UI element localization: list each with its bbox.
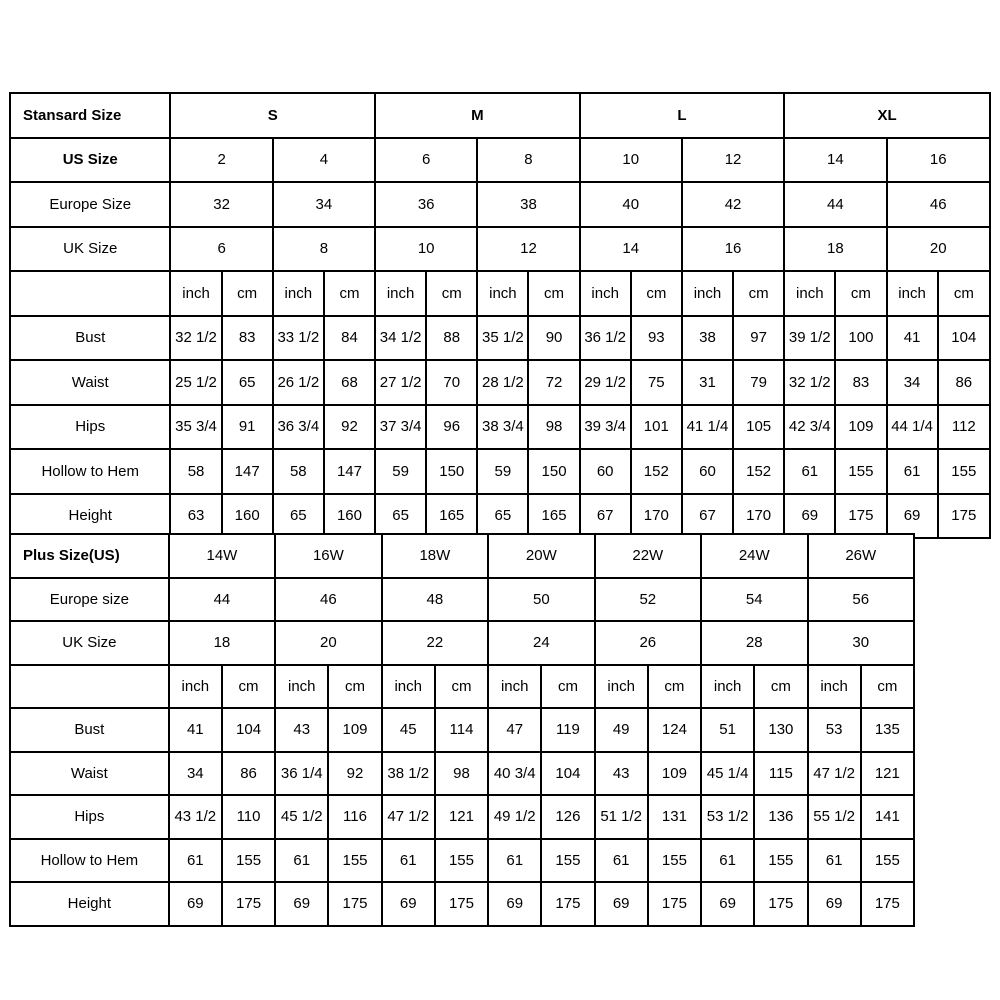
hips-value: 35 3/4 xyxy=(170,405,221,450)
group-header-s: S xyxy=(170,93,375,138)
height-value: 69 xyxy=(701,882,754,926)
waist-value: 86 xyxy=(938,360,990,405)
waist-value: 34 xyxy=(887,360,938,405)
hips-value: 51 1/2 xyxy=(595,795,648,839)
uk-size-value: 18 xyxy=(169,621,275,665)
hips-value: 141 xyxy=(861,795,914,839)
hips-value: 109 xyxy=(835,405,886,450)
unit-cell: inch xyxy=(887,271,938,316)
uk-size-value: 20 xyxy=(887,227,991,272)
height-value: 69 xyxy=(382,882,435,926)
unit-cell: inch xyxy=(580,271,631,316)
table-row-hollow-to-hem xyxy=(10,839,914,883)
bust-value: 49 xyxy=(595,708,648,752)
height-value: 175 xyxy=(222,882,275,926)
height-value: 175 xyxy=(938,494,990,539)
hollow-to-hem-value: 58 xyxy=(170,449,221,494)
uk-size-value: 12 xyxy=(477,227,579,272)
waist-value: 31 xyxy=(682,360,733,405)
unit-cell: cm xyxy=(733,271,784,316)
bust-value: 53 xyxy=(808,708,861,752)
unit-cell: cm xyxy=(541,665,594,709)
hollow-to-hem-value: 155 xyxy=(938,449,990,494)
unit-cell: cm xyxy=(754,665,807,709)
height-value: 63 xyxy=(170,494,221,539)
europe-size-value: 50 xyxy=(488,578,594,622)
bust-value: 135 xyxy=(861,708,914,752)
us-size-value: 8 xyxy=(477,138,579,183)
height-value: 170 xyxy=(631,494,682,539)
uk-size-value: 6 xyxy=(170,227,272,272)
height-value: 69 xyxy=(808,882,861,926)
hollow-to-hem-value: 59 xyxy=(477,449,528,494)
table-row-uk-size xyxy=(10,227,990,272)
hollow-to-hem-value: 61 xyxy=(701,839,754,883)
us-size-value: 2 xyxy=(170,138,272,183)
waist-value: 109 xyxy=(648,752,701,796)
waist-value: 104 xyxy=(541,752,594,796)
height-value: 175 xyxy=(754,882,807,926)
bust-value: 90 xyxy=(528,316,579,361)
waist-value: 29 1/2 xyxy=(580,360,631,405)
hollow-to-hem-value: 61 xyxy=(275,839,328,883)
hips-value: 53 1/2 xyxy=(701,795,754,839)
unit-cell: cm xyxy=(938,271,990,316)
hips-value: 126 xyxy=(541,795,594,839)
hips-value: 55 1/2 xyxy=(808,795,861,839)
waist-value: 40 3/4 xyxy=(488,752,541,796)
europe-size-value: 40 xyxy=(580,182,682,227)
table-row-europe-size xyxy=(10,182,990,227)
waist-value: 43 xyxy=(595,752,648,796)
uk-size-value: 18 xyxy=(784,227,886,272)
row-label-europe-size: Europe Size xyxy=(10,182,170,227)
hollow-to-hem-value: 150 xyxy=(426,449,477,494)
unit-cell: cm xyxy=(528,271,579,316)
unit-cell: inch xyxy=(477,271,528,316)
hips-value: 44 1/4 xyxy=(887,405,938,450)
unit-cell: inch xyxy=(808,665,861,709)
plus-size-header: 22W xyxy=(595,534,701,578)
uk-size-value: 14 xyxy=(580,227,682,272)
us-size-value: 14 xyxy=(784,138,886,183)
height-value: 175 xyxy=(328,882,381,926)
hollow-to-hem-value: 60 xyxy=(580,449,631,494)
hollow-to-hem-value: 155 xyxy=(648,839,701,883)
bust-value: 41 xyxy=(169,708,222,752)
table-row-us-size xyxy=(10,138,990,183)
hollow-to-hem-value: 155 xyxy=(835,449,886,494)
hips-value: 92 xyxy=(324,405,375,450)
row-label-uk-size: UK Size xyxy=(10,227,170,272)
bust-value: 84 xyxy=(324,316,375,361)
bust-value: 35 1/2 xyxy=(477,316,528,361)
hips-value: 42 3/4 xyxy=(784,405,835,450)
height-value: 65 xyxy=(273,494,324,539)
hollow-to-hem-value: 147 xyxy=(324,449,375,494)
table-row-waist xyxy=(10,752,914,796)
waist-value: 27 1/2 xyxy=(375,360,426,405)
plus-size-title: Plus Size(US) xyxy=(10,534,169,578)
uk-size-value: 30 xyxy=(808,621,915,665)
table-row-uk-size xyxy=(10,621,914,665)
hollow-to-hem-value: 155 xyxy=(435,839,488,883)
bust-value: 36 1/2 xyxy=(580,316,631,361)
hollow-to-hem-value: 147 xyxy=(222,449,273,494)
waist-value: 26 1/2 xyxy=(273,360,324,405)
units-row-label-blank xyxy=(10,271,170,316)
row-label-uk-size: UK Size xyxy=(10,621,169,665)
uk-size-value: 16 xyxy=(682,227,784,272)
europe-size-value: 54 xyxy=(701,578,807,622)
hips-value: 43 1/2 xyxy=(169,795,222,839)
hollow-to-hem-value: 155 xyxy=(328,839,381,883)
hips-value: 110 xyxy=(222,795,275,839)
height-value: 65 xyxy=(375,494,426,539)
hips-value: 105 xyxy=(733,405,784,450)
row-label-hips: Hips xyxy=(10,405,170,450)
table-row-hips xyxy=(10,405,990,450)
row-label-hips: Hips xyxy=(10,795,169,839)
unit-cell: inch xyxy=(595,665,648,709)
hollow-to-hem-value: 155 xyxy=(541,839,594,883)
row-label-waist: Waist xyxy=(10,360,170,405)
bust-value: 47 xyxy=(488,708,541,752)
hips-value: 41 1/4 xyxy=(682,405,733,450)
standard-size-table xyxy=(9,92,991,539)
waist-value: 92 xyxy=(328,752,381,796)
bust-value: 100 xyxy=(835,316,886,361)
table-row-bust xyxy=(10,316,990,361)
bust-value: 130 xyxy=(754,708,807,752)
unit-cell: inch xyxy=(170,271,221,316)
hollow-to-hem-value: 61 xyxy=(887,449,938,494)
plus-size-header: 16W xyxy=(275,534,381,578)
us-size-value: 12 xyxy=(682,138,784,183)
plus-size-header: 26W xyxy=(808,534,915,578)
unit-cell: cm xyxy=(222,271,273,316)
europe-size-value: 34 xyxy=(273,182,375,227)
uk-size-value: 28 xyxy=(701,621,807,665)
us-size-value: 16 xyxy=(887,138,991,183)
waist-value: 121 xyxy=(861,752,914,796)
bust-value: 104 xyxy=(938,316,990,361)
standard-size-title: Stansard Size xyxy=(10,93,170,138)
table-row-hips xyxy=(10,795,914,839)
unit-cell: cm xyxy=(426,271,477,316)
height-value: 69 xyxy=(275,882,328,926)
hollow-to-hem-value: 61 xyxy=(784,449,835,494)
plus-size-header: 14W xyxy=(169,534,275,578)
waist-value: 68 xyxy=(324,360,375,405)
uk-size-value: 20 xyxy=(275,621,381,665)
europe-size-value: 48 xyxy=(382,578,488,622)
plus-size-table xyxy=(9,533,915,927)
bust-value: 39 1/2 xyxy=(784,316,835,361)
table-row-header xyxy=(10,93,990,138)
height-value: 67 xyxy=(580,494,631,539)
bust-value: 33 1/2 xyxy=(273,316,324,361)
bust-value: 45 xyxy=(382,708,435,752)
unit-cell: inch xyxy=(382,665,435,709)
bust-value: 32 1/2 xyxy=(170,316,221,361)
europe-size-value: 44 xyxy=(784,182,886,227)
height-value: 160 xyxy=(324,494,375,539)
waist-value: 32 1/2 xyxy=(784,360,835,405)
table-row-hollow-to-hem xyxy=(10,449,990,494)
table-row-units xyxy=(10,665,914,709)
row-label-europe-size: Europe size xyxy=(10,578,169,622)
unit-cell: cm xyxy=(328,665,381,709)
waist-value: 98 xyxy=(435,752,488,796)
bust-value: 93 xyxy=(631,316,682,361)
plus-size-header: 24W xyxy=(701,534,807,578)
hollow-to-hem-value: 155 xyxy=(754,839,807,883)
row-label-hollow-to-hem: Hollow to Hem xyxy=(10,839,169,883)
europe-size-value: 42 xyxy=(682,182,784,227)
unit-cell: inch xyxy=(784,271,835,316)
unit-cell: cm xyxy=(324,271,375,316)
uk-size-value: 8 xyxy=(273,227,375,272)
bust-value: 38 xyxy=(682,316,733,361)
unit-cell: inch xyxy=(273,271,324,316)
uk-size-value: 22 xyxy=(382,621,488,665)
table-row-waist xyxy=(10,360,990,405)
waist-value: 70 xyxy=(426,360,477,405)
hips-value: 131 xyxy=(648,795,701,839)
hollow-to-hem-value: 155 xyxy=(861,839,914,883)
height-value: 69 xyxy=(488,882,541,926)
hips-value: 91 xyxy=(222,405,273,450)
hollow-to-hem-value: 61 xyxy=(382,839,435,883)
unit-cell: inch xyxy=(275,665,328,709)
hips-value: 36 3/4 xyxy=(273,405,324,450)
us-size-value: 10 xyxy=(580,138,682,183)
table-row-height xyxy=(10,494,990,539)
hips-value: 112 xyxy=(938,405,990,450)
height-value: 69 xyxy=(169,882,222,926)
waist-value: 47 1/2 xyxy=(808,752,861,796)
group-header-m: M xyxy=(375,93,580,138)
height-value: 175 xyxy=(861,882,914,926)
waist-value: 75 xyxy=(631,360,682,405)
height-value: 170 xyxy=(733,494,784,539)
row-label-bust: Bust xyxy=(10,316,170,361)
unit-cell: inch xyxy=(701,665,754,709)
unit-cell: inch xyxy=(682,271,733,316)
hips-value: 37 3/4 xyxy=(375,405,426,450)
bust-value: 104 xyxy=(222,708,275,752)
waist-value: 65 xyxy=(222,360,273,405)
group-header-xl: XL xyxy=(784,93,990,138)
europe-size-value: 46 xyxy=(887,182,991,227)
unit-cell: inch xyxy=(488,665,541,709)
height-value: 65 xyxy=(477,494,528,539)
bust-value: 83 xyxy=(222,316,273,361)
waist-value: 45 1/4 xyxy=(701,752,754,796)
bust-value: 124 xyxy=(648,708,701,752)
waist-value: 25 1/2 xyxy=(170,360,221,405)
uk-size-value: 24 xyxy=(488,621,594,665)
height-value: 175 xyxy=(541,882,594,926)
waist-value: 72 xyxy=(528,360,579,405)
table-row-header xyxy=(10,534,914,578)
plus-size-header: 18W xyxy=(382,534,488,578)
height-value: 175 xyxy=(435,882,488,926)
europe-size-value: 52 xyxy=(595,578,701,622)
unit-cell: cm xyxy=(222,665,275,709)
hollow-to-hem-value: 61 xyxy=(808,839,861,883)
waist-value: 86 xyxy=(222,752,275,796)
europe-size-value: 32 xyxy=(170,182,272,227)
table-row-units xyxy=(10,271,990,316)
europe-size-value: 56 xyxy=(808,578,915,622)
row-label-waist: Waist xyxy=(10,752,169,796)
bust-value: 114 xyxy=(435,708,488,752)
europe-size-value: 46 xyxy=(275,578,381,622)
hollow-to-hem-value: 59 xyxy=(375,449,426,494)
hollow-to-hem-value: 155 xyxy=(222,839,275,883)
group-header-l: L xyxy=(580,93,785,138)
europe-size-value: 38 xyxy=(477,182,579,227)
bust-value: 109 xyxy=(328,708,381,752)
us-size-value: 4 xyxy=(273,138,375,183)
height-value: 67 xyxy=(682,494,733,539)
bust-value: 51 xyxy=(701,708,754,752)
hollow-to-hem-value: 60 xyxy=(682,449,733,494)
hips-value: 136 xyxy=(754,795,807,839)
table-row-europe-size xyxy=(10,578,914,622)
height-value: 165 xyxy=(426,494,477,539)
bust-value: 43 xyxy=(275,708,328,752)
hips-value: 39 3/4 xyxy=(580,405,631,450)
height-value: 69 xyxy=(595,882,648,926)
unit-cell: cm xyxy=(648,665,701,709)
height-value: 69 xyxy=(784,494,835,539)
waist-value: 83 xyxy=(835,360,886,405)
table-row-bust xyxy=(10,708,914,752)
height-value: 69 xyxy=(887,494,938,539)
row-label-height: Height xyxy=(10,882,169,926)
hips-value: 47 1/2 xyxy=(382,795,435,839)
bust-value: 88 xyxy=(426,316,477,361)
bust-value: 34 1/2 xyxy=(375,316,426,361)
us-size-value: 6 xyxy=(375,138,477,183)
row-label-height: Height xyxy=(10,494,170,539)
hollow-to-hem-value: 61 xyxy=(595,839,648,883)
waist-value: 115 xyxy=(754,752,807,796)
hollow-to-hem-value: 152 xyxy=(631,449,682,494)
row-label-hollow-to-hem: Hollow to Hem xyxy=(10,449,170,494)
table-row-height xyxy=(10,882,914,926)
uk-size-value: 26 xyxy=(595,621,701,665)
unit-cell: inch xyxy=(375,271,426,316)
height-value: 165 xyxy=(528,494,579,539)
hips-value: 98 xyxy=(528,405,579,450)
waist-value: 79 xyxy=(733,360,784,405)
hollow-to-hem-value: 61 xyxy=(488,839,541,883)
height-value: 175 xyxy=(648,882,701,926)
height-value: 160 xyxy=(222,494,273,539)
europe-size-value: 44 xyxy=(169,578,275,622)
waist-value: 38 1/2 xyxy=(382,752,435,796)
hips-value: 101 xyxy=(631,405,682,450)
hips-value: 116 xyxy=(328,795,381,839)
waist-value: 34 xyxy=(169,752,222,796)
unit-cell: inch xyxy=(169,665,222,709)
bust-value: 41 xyxy=(887,316,938,361)
hips-value: 49 1/2 xyxy=(488,795,541,839)
row-label-bust: Bust xyxy=(10,708,169,752)
unit-cell: cm xyxy=(861,665,914,709)
hollow-to-hem-value: 61 xyxy=(169,839,222,883)
uk-size-value: 10 xyxy=(375,227,477,272)
hollow-to-hem-value: 150 xyxy=(528,449,579,494)
hips-value: 121 xyxy=(435,795,488,839)
hollow-to-hem-value: 58 xyxy=(273,449,324,494)
plus-size-header: 20W xyxy=(488,534,594,578)
height-value: 175 xyxy=(835,494,886,539)
unit-cell: cm xyxy=(835,271,886,316)
unit-cell: cm xyxy=(435,665,488,709)
waist-value: 28 1/2 xyxy=(477,360,528,405)
waist-value: 36 1/4 xyxy=(275,752,328,796)
hips-value: 45 1/2 xyxy=(275,795,328,839)
unit-cell: cm xyxy=(631,271,682,316)
hollow-to-hem-value: 152 xyxy=(733,449,784,494)
hips-value: 38 3/4 xyxy=(477,405,528,450)
units-row-label-blank xyxy=(10,665,169,709)
row-label-us-size: US Size xyxy=(10,138,170,183)
hips-value: 96 xyxy=(426,405,477,450)
bust-value: 119 xyxy=(541,708,594,752)
bust-value: 97 xyxy=(733,316,784,361)
europe-size-value: 36 xyxy=(375,182,477,227)
